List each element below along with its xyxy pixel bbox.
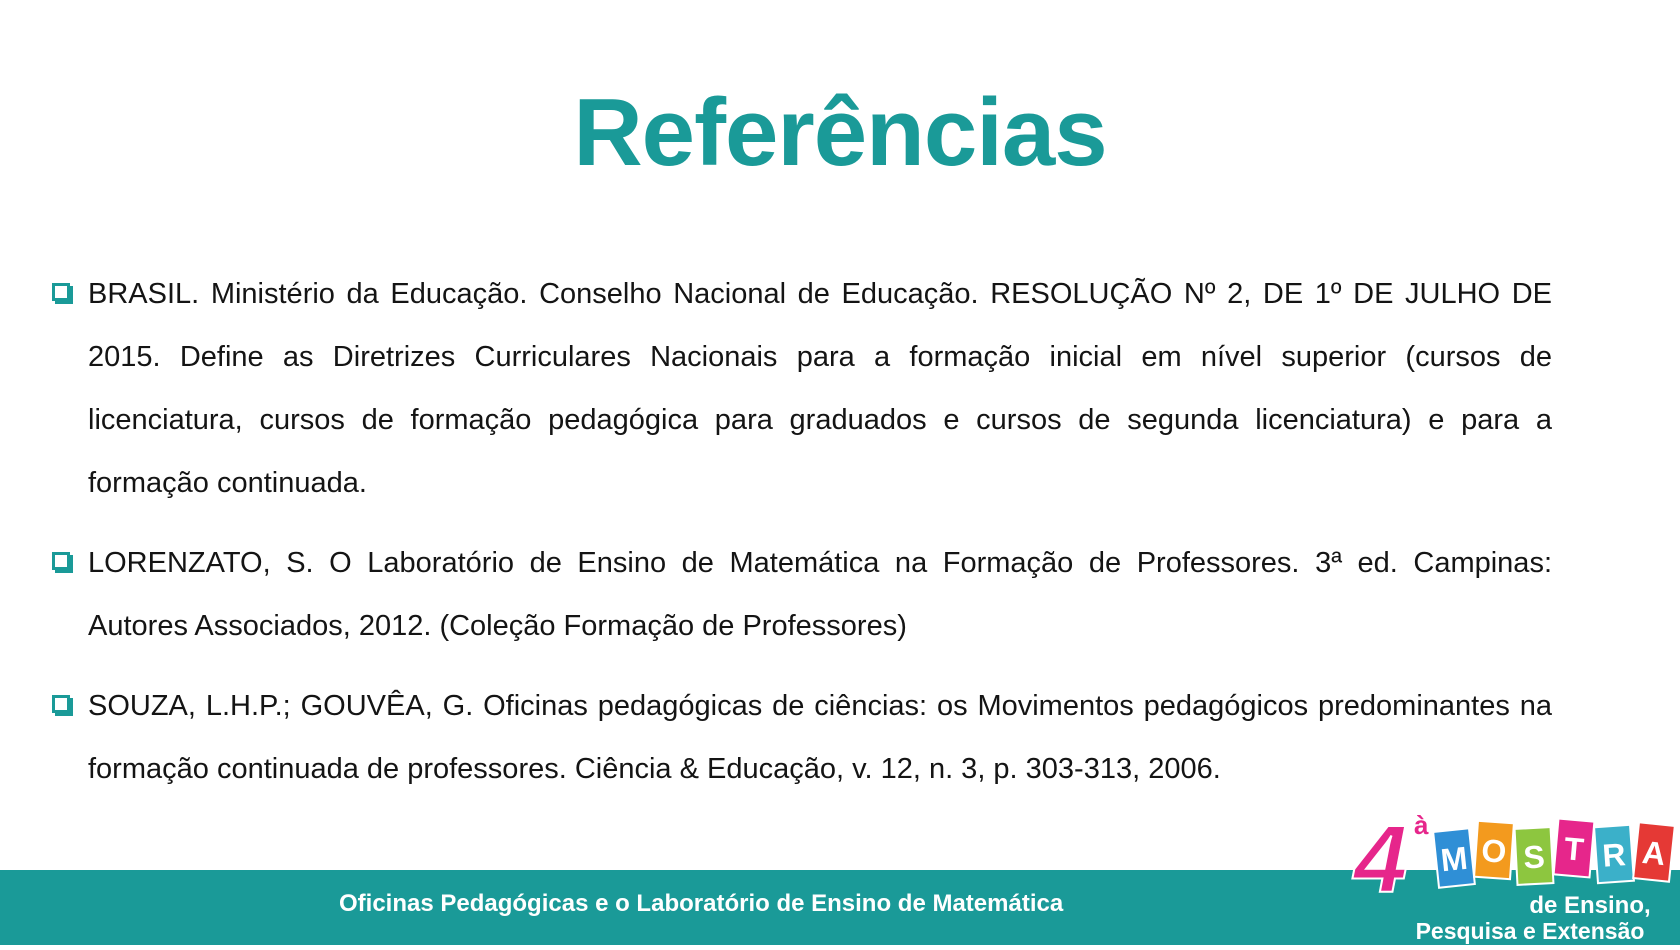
slide-title: Referências (573, 79, 1107, 186)
reference-item (46, 675, 1552, 801)
logo-letter-tile (1474, 821, 1514, 879)
hollow-square-bullet-icon (52, 552, 70, 570)
reference-text: BRASIL. Ministério da Educação. Conselho Nacional de Educação. RESOLUÇÃO Nº 2, DE 1º DE JULHO DE 2015. Define as Diretrizes Curriculares Nacionais para a formação inicial em nível superior (cursos de licenciatura, cursos de formação pedagógica para graduados e cursos de segunda licenciatura) e para a formação continuada. (88, 278, 1552, 499)
logo-letter-tile (1633, 822, 1675, 881)
logo-number: 4 (1354, 806, 1408, 913)
reference-text: LORENZATO, S. O Laboratório de Ensino de Matemática na Formação de Professores. 3ª ed. Campinas: Autores Associados, 2012. (Coleção Formação de Professores) (88, 547, 1552, 642)
logo-letter: A (1640, 833, 1668, 873)
mostra-logo (1348, 806, 1680, 945)
logo-line-1: de Ensino, (1529, 892, 1651, 919)
logo-letter-tiles (1433, 819, 1675, 888)
logo-letter: M (1438, 839, 1470, 879)
logo-letter: T (1562, 830, 1586, 868)
logo-letter: O (1480, 832, 1508, 870)
reference-item (46, 532, 1552, 658)
logo-superscript: à (1414, 810, 1429, 840)
hollow-square-bullet-icon (52, 283, 70, 301)
logo-line-2: Pesquisa e Extensão (1415, 918, 1645, 944)
logo-letter-tile (1554, 819, 1595, 878)
hollow-square-bullet-icon (52, 695, 70, 713)
logo-letter-tile (1594, 825, 1634, 883)
logo-letter-tile (1433, 828, 1475, 887)
mostra-logo-graphic (1348, 806, 1680, 945)
references-list (46, 263, 1552, 818)
footer-text: Oficinas Pedagógicas e o Laboratório de Ensino de Matemática (339, 890, 1064, 917)
reference-text: SOUZA, L.H.P.; GOUVÊA, G. Oficinas pedagógicas de ciências: os Movimentos pedagógicos predominantes na formação continuada de professores. Ciência & Educação, v. 12, n. 3, p. 303-313, 2006. (88, 690, 1552, 785)
logo-letter: S (1522, 838, 1546, 876)
logo-letter: R (1601, 836, 1627, 874)
reference-item (46, 263, 1552, 515)
logo-letter-tile (1515, 827, 1554, 885)
